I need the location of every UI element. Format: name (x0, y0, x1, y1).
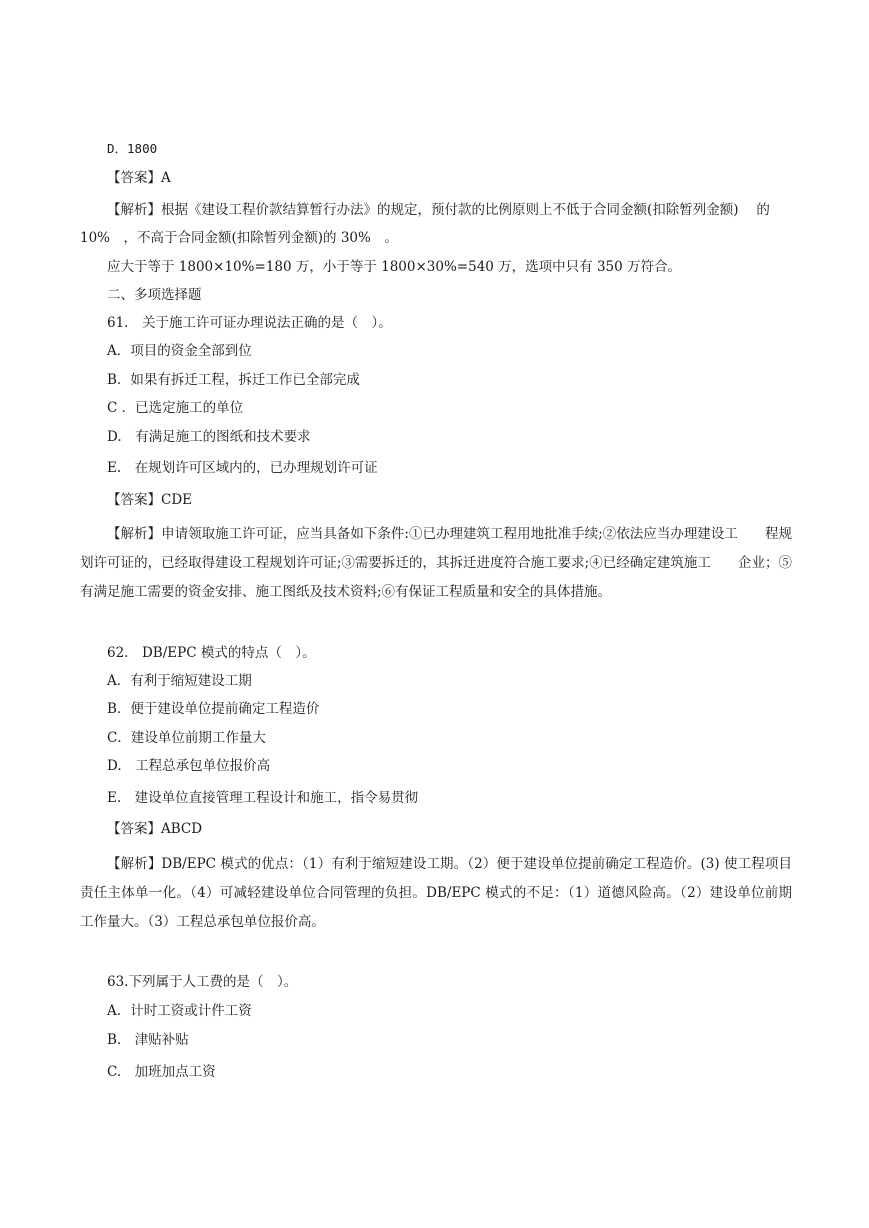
q60-analysis-line-1: 【解析】根据《建设工程价款结算暂行办法》的规定，预付款的比例原则上不低于合同金额(扣除暂列金额) 的 (107, 202, 770, 218)
q62-analysis: 【解析】DB/EPC 模式的优点：（1）有利于缩短建设工期。（2）便于建设单位提前确定工程造价。(3) 使工程项目责任主体单一化。（4）可减轻建设单位合同管理的负担。DB/EPC 模式的不足：（1）道德风险高。（2）建设单位前期工作量大。（3）工程总承包单位报价高。 (80, 856, 792, 930)
q60-analysis-line-3: 应大于等于 1800×10%=180 万，小于等于 1800×30%=540 万，选项中只有 350 万符合。 (107, 259, 682, 275)
q63-option-c: C. 加班加点工资 (107, 1064, 216, 1080)
q61-analysis: 【解析】申请领取施工许可证，应当具备如下条件:①已办理建筑工程用地批准手续;②依法应当办理建设工 程规划许可证的，已经取得建设工程规划许可证;③需要拆迁的，其拆迁进度符合施工要求;④已经确定建筑施工 企业；⑤有满足施工需要的资金安排、施工图纸及技术资料;⑥有保证工程质量和安全的具体措施。 (80, 526, 792, 600)
q62-option-b: B．便于建设单位提前确定工程造价 (107, 701, 320, 717)
q61-option-a: A．项目的资金全部到位 (107, 343, 252, 359)
q62-option-d: D. 工程总承包单位报价高 (107, 758, 271, 774)
q62-option-a: A．有利于缩短建设工期 (107, 673, 252, 689)
q62-answer: 【答案】ABCD (107, 821, 203, 837)
section-title: 二、多项选择题 (107, 287, 202, 303)
q63-stem: 63.下列属于人工费的是（ ）。 (107, 974, 298, 990)
q63-option-b: B. 津贴补贴 (107, 1032, 189, 1048)
q60-answer: 【答案】A (107, 170, 171, 186)
q62-option-e: E. 建设单位直接管理工程设计和施工，指令易贯彻 (107, 790, 419, 806)
q62-option-c: C．建设单位前期工作量大 (107, 730, 266, 746)
q61-stem: 61. 关于施工许可证办理说法正确的是（ ）。 (107, 315, 392, 331)
q61-answer: 【答案】CDE (107, 492, 193, 508)
q61-option-d: D. 有满足施工的图纸和技术要求 (107, 429, 311, 445)
q61-option-c: C ．已选定施工的单位 (107, 400, 244, 416)
q61-option-e: E. 在规划许可区域内的，已办理规划许可证 (107, 460, 378, 476)
q60-option-d: D．1800 (107, 141, 158, 156)
q60-analysis-line-2: 10% ，不高于合同金额(扣除暂列金额)的 30% 。 (80, 230, 398, 246)
q62-stem: 62. DB/EPC 模式的特点（ ）。 (107, 645, 316, 661)
q63-option-a: A．计时工资或计件工资 (107, 1003, 252, 1019)
q61-option-b: B．如果有拆迁工程，拆迁工作已全部完成 (107, 372, 360, 388)
